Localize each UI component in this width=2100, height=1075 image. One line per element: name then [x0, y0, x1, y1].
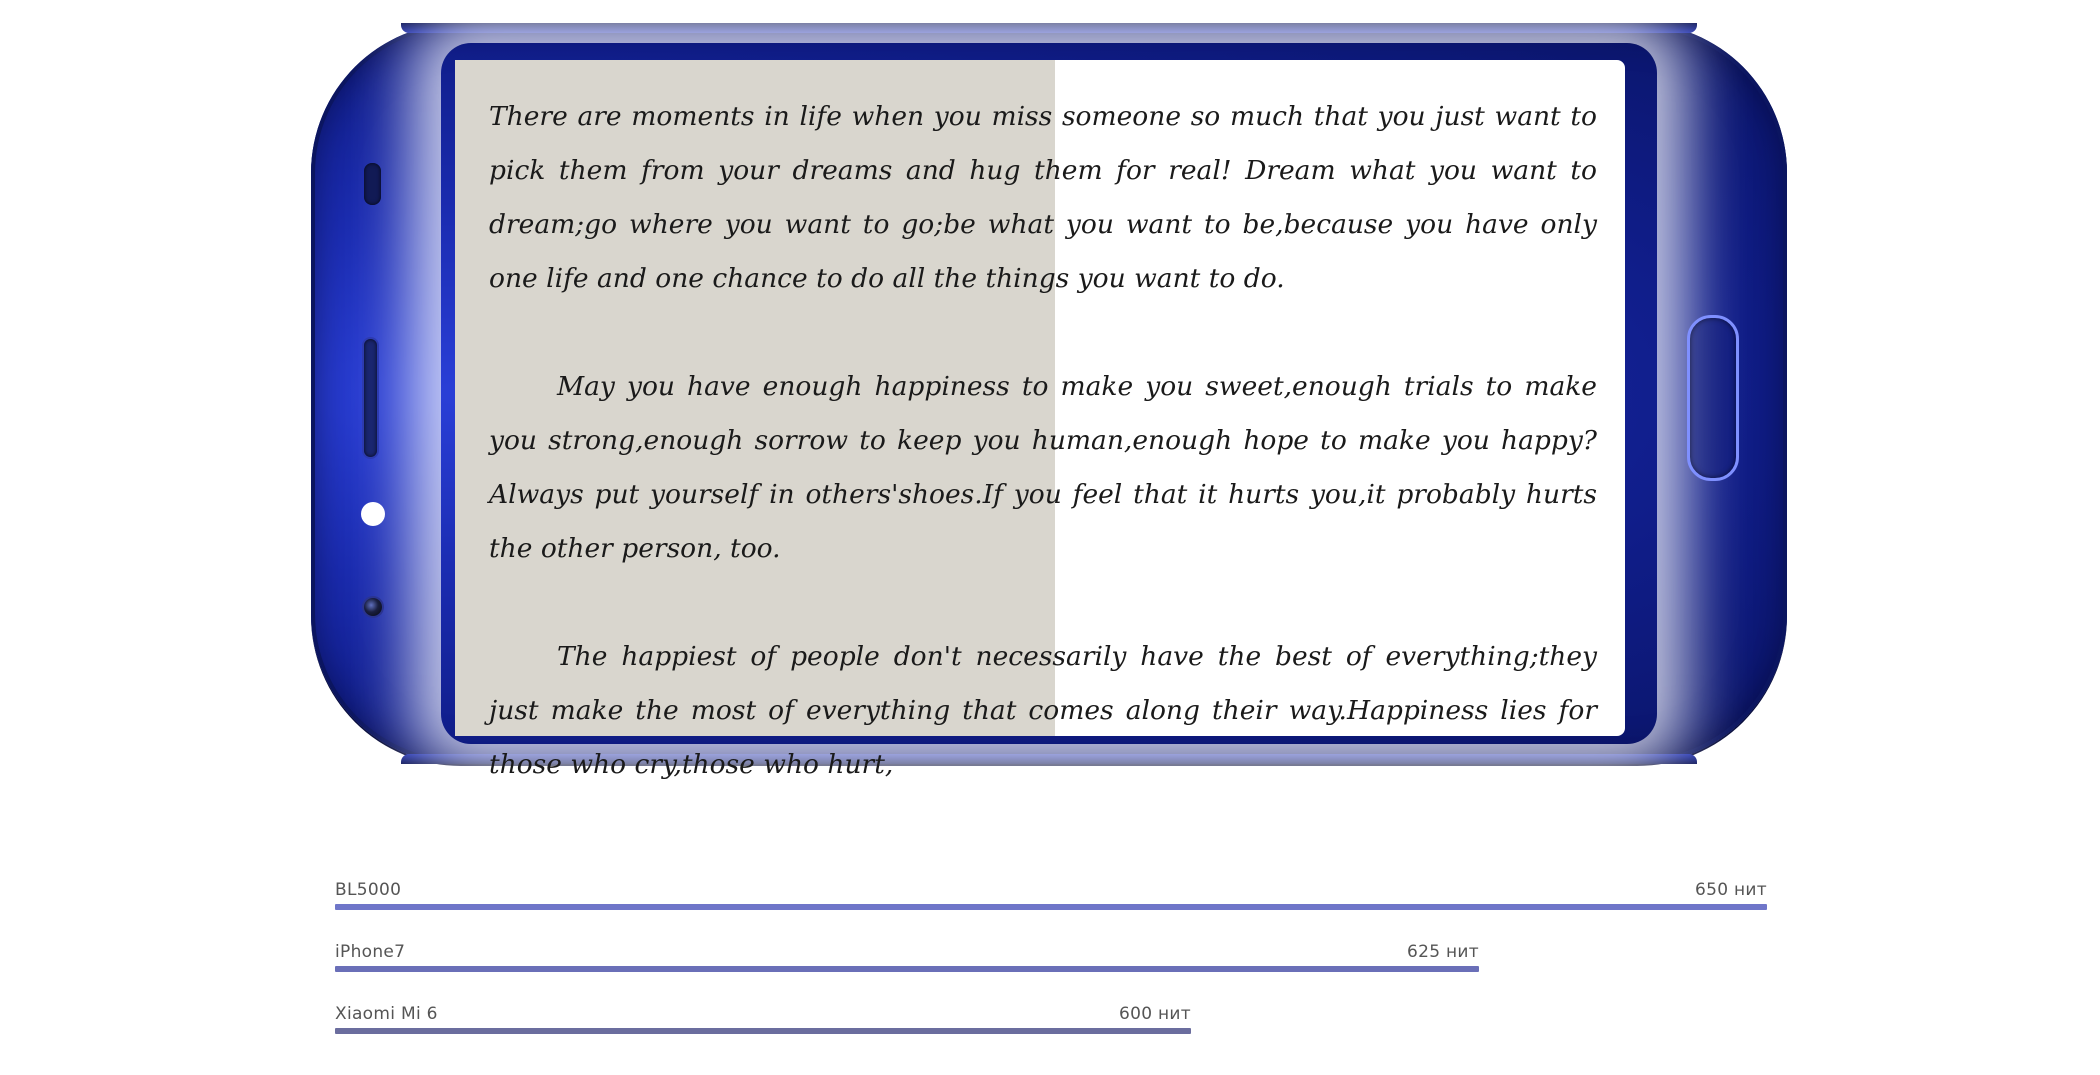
brightness-row-xiaomi-mi-6: [335, 1004, 1191, 1044]
phone-top-edge: [401, 23, 1697, 33]
speaker-grille-icon: [364, 339, 377, 457]
brightness-value: 600 нит: [1118, 1004, 1191, 1024]
reader-paragraph-2: May you have enough happiness to make you sweet,enough trials to make you strong,enough sorrow to keep you human,enough hope to make you happy? Always put yourself in others'shoes.If you feel that it hurts you,it probably hurts the other person, too.: [489, 371, 1597, 564]
brightness-device-name: BL5000: [335, 880, 402, 900]
brightness-bar: [335, 904, 1767, 910]
brightness-row-bl5000: [335, 880, 1767, 920]
brightness-bar: [335, 966, 1479, 972]
earpiece-icon: [364, 163, 381, 205]
reader-text: [489, 90, 1597, 846]
brightness-value: 650 нит: [1694, 880, 1767, 900]
phone-screen: [455, 60, 1625, 780]
reader-paragraph-1: There are moments in life when you miss someone so much that you just want to pick them from your dreams and hug them for real! Dream what you want to dream;go where you want to go;be what you want to be,because you have only one life and one chance to do all the things you want to do.: [489, 101, 1597, 294]
brightness-bar: [335, 1028, 1191, 1034]
brightness-row-iphone7: [335, 942, 1479, 982]
front-camera-icon: [364, 598, 382, 616]
brightness-device-name: Xiaomi Mi 6: [335, 1004, 438, 1024]
home-button[interactable]: [1687, 315, 1739, 481]
reader-paragraph-3: The happiest of people don't necessarily have the best of everything;they just make the most of everything that comes along their way.Happiness lies for those who cry,those who hurt,: [489, 641, 1597, 780]
sensor-icon: [361, 502, 385, 526]
brightness-device-name: iPhone7: [335, 942, 406, 962]
brightness-value: 625 нит: [1406, 942, 1479, 962]
